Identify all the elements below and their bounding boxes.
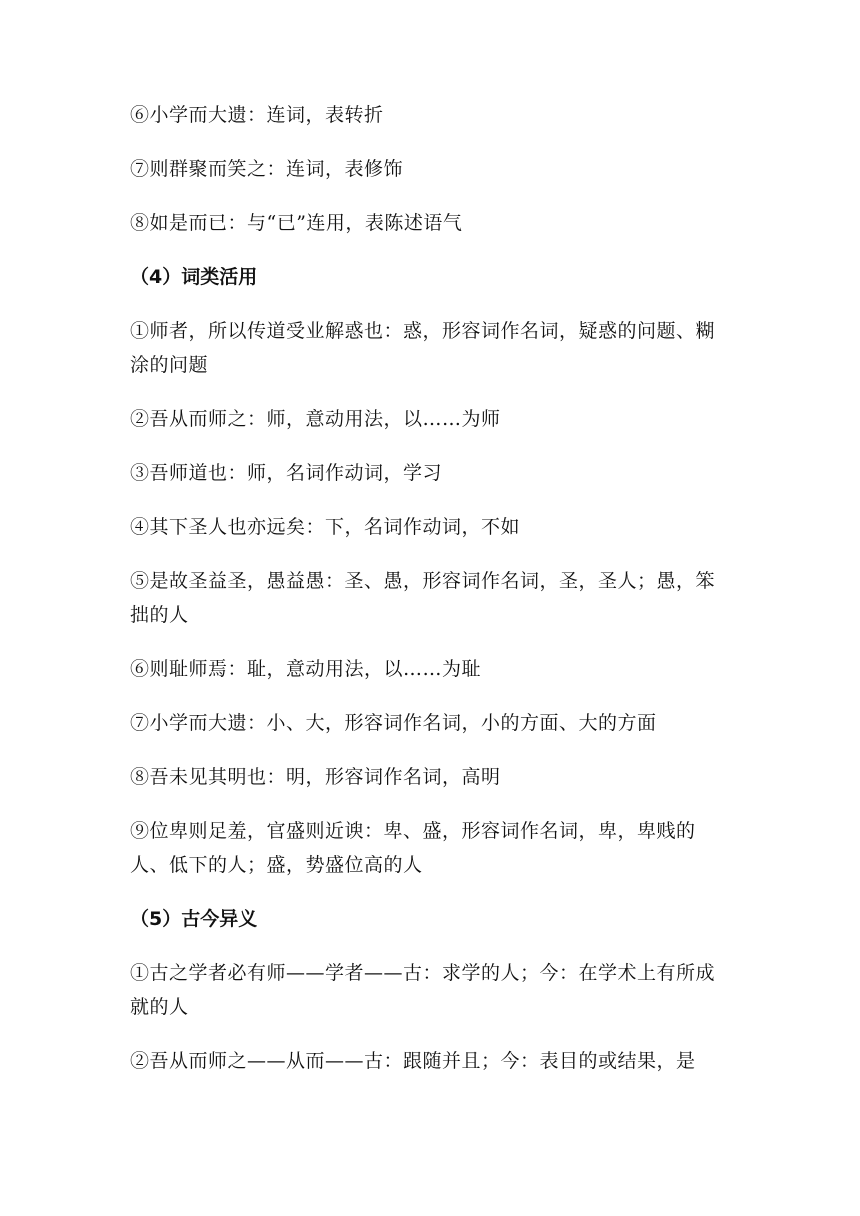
paragraph-item-6: ⑥小学而大遗：连词，表转折 xyxy=(130,104,384,126)
ancient-modern-item-2: ②吾从而师之——从而——古：跟随并且；今：表目的或结果，是 xyxy=(130,1050,696,1072)
word-class-item-2: ②吾从而师之：师，意动用法，以……为师 xyxy=(130,408,501,430)
word-class-item-5: ⑤是故圣益圣，愚益愚：圣、愚，形容词作名词，圣，圣人；愚，笨拙的人 xyxy=(130,570,716,626)
document-page xyxy=(130,98,730,1098)
ancient-modern-item-1: ①古之学者必有师——学者——古：求学的人；今：在学术上有所成就的人 xyxy=(130,962,716,1018)
word-class-item-3: ③吾师道也：师，名词作动词，学习 xyxy=(130,462,443,484)
section-heading-ancient-modern: （5）古今异义 xyxy=(130,908,258,930)
word-class-item-9: ⑨位卑则足羞，官盛则近谀：卑、盛，形容词作名词，卑，卑贱的人、低下的人；盛，势盛位高的人 xyxy=(130,820,696,876)
word-class-item-1: ①师者，所以传道受业解惑也：惑，形容词作名词，疑惑的问题、糊涂的问题 xyxy=(130,320,716,376)
word-class-item-8: ⑧吾未见其明也：明，形容词作名词，高明 xyxy=(130,766,501,788)
word-class-item-4: ④其下圣人也亦远矣：下，名词作动词，不如 xyxy=(130,516,521,538)
word-class-item-6: ⑥则耻师焉：耻，意动用法，以……为耻 xyxy=(130,658,482,680)
word-class-item-7: ⑦小学而大遗：小、大，形容词作名词，小的方面、大的方面 xyxy=(130,712,657,734)
paragraph-item-8: ⑧如是而已：与“已”连用，表陈述语气 xyxy=(130,212,463,234)
paragraph-item-7: ⑦则群聚而笑之：连词，表修饰 xyxy=(130,158,404,180)
section-heading-word-class: （4）词类活用 xyxy=(130,266,258,288)
